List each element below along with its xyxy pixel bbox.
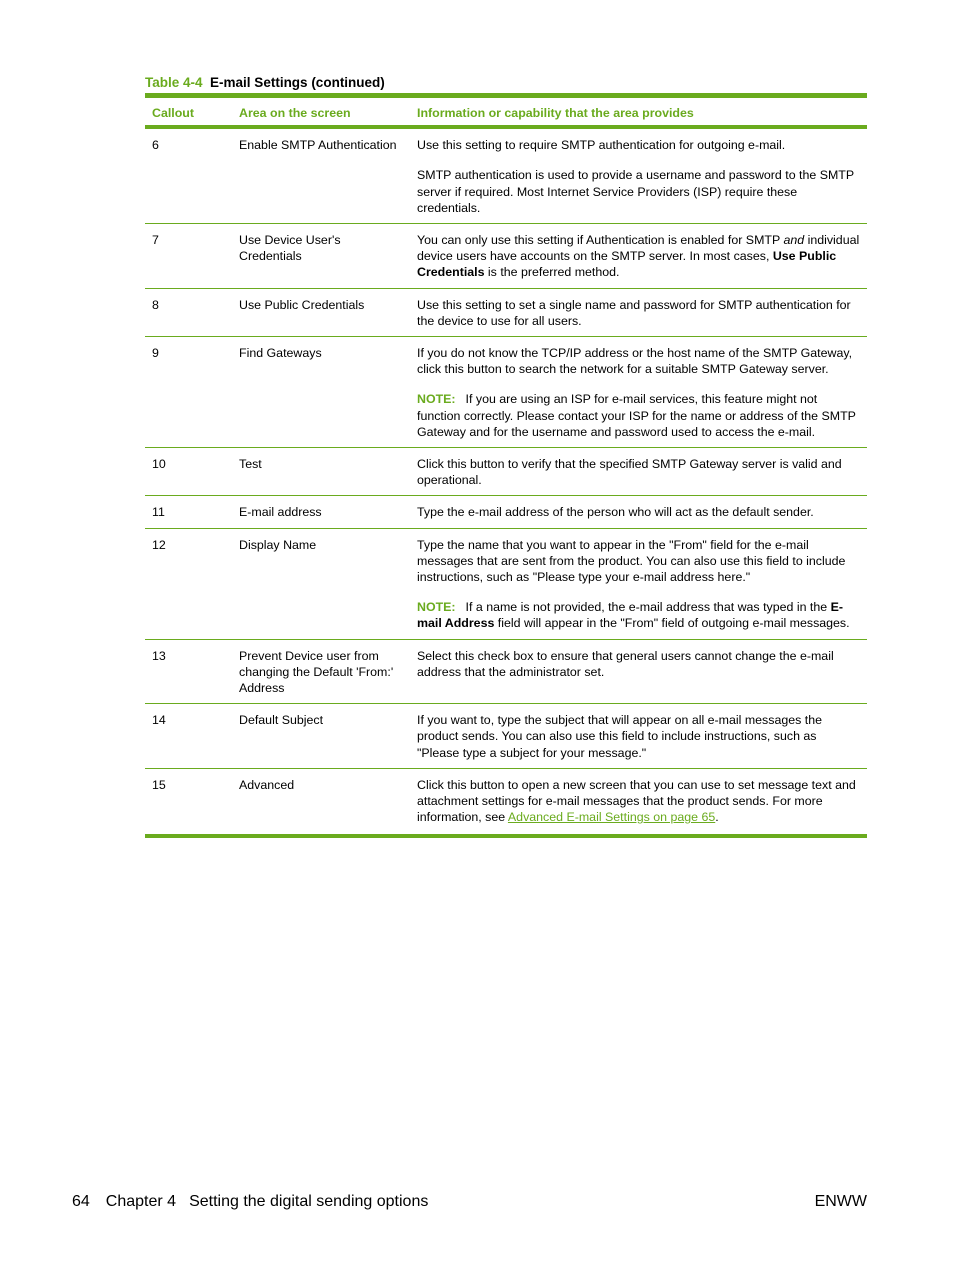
- callout-cell: 10: [145, 448, 232, 496]
- table-number: Table 4-4: [145, 75, 203, 90]
- table-row: [145, 448, 867, 496]
- area-cell: Display Name: [232, 528, 410, 639]
- table-row: [145, 528, 867, 639]
- callout-cell: 7: [145, 224, 232, 289]
- area-cell: Test: [232, 448, 410, 496]
- callout-cell: 9: [145, 337, 232, 448]
- callout-cell: 8: [145, 288, 232, 336]
- header-area: Area on the screen: [232, 96, 410, 128]
- area-cell: Enable SMTP Authentication: [232, 127, 410, 223]
- info-cell: [410, 528, 867, 639]
- page-footer: [72, 1192, 867, 1212]
- info-paragraph: If you do not know the TCP/IP address or the host name of the SMTP Gateway, click this button to search the network for a suitable SMTP Gateway server.: [417, 346, 853, 377]
- note-text: If you are using an ISP for e-mail services, this feature might not function correctly. Please contact your ISP for the name or address of the SMTP Gateway and for the username and password used to access the e-mail.: [417, 392, 856, 439]
- info-cell: [410, 224, 867, 289]
- note: [417, 391, 861, 440]
- table-row: [145, 127, 867, 223]
- table-caption: [145, 73, 867, 93]
- info-paragraph: Use this setting to set a single name and password for SMTP authentication for the device to use for all users.: [417, 297, 851, 328]
- callout-cell: 12: [145, 528, 232, 639]
- table-row: [145, 496, 867, 528]
- info-cell: [410, 639, 867, 704]
- table-row: [145, 224, 867, 289]
- chapter-title: Setting the digital sending options: [189, 1193, 429, 1210]
- table-row: [145, 639, 867, 704]
- italic-text: and: [783, 233, 805, 248]
- info-cell: [410, 704, 867, 769]
- info-paragraph: Select this check box to ensure that general users cannot change the e-mail address that the administrator set.: [417, 648, 834, 679]
- page-content: [145, 73, 867, 838]
- note-label: NOTE:: [417, 600, 456, 615]
- area-cell: E-mail address: [232, 496, 410, 528]
- text-run: You can only use this setting if Authentication is enabled for SMTP: [417, 233, 784, 248]
- info-paragraph: Click this button to verify that the specified SMTP Gateway server is valid and operational.: [417, 457, 842, 488]
- text-run: Click this button to open a new screen that you can use to set message text and attachment settings for e-mail messages that the product sends. For more information, see: [417, 777, 856, 825]
- email-settings-table: [145, 93, 867, 838]
- area-cell: Use Public Credentials: [232, 288, 410, 336]
- page-number: 64: [72, 1193, 90, 1210]
- callout-cell: 15: [145, 768, 232, 835]
- chapter-label: Chapter 4: [105, 1193, 177, 1210]
- bold-text: E-mail Address: [417, 600, 843, 631]
- note-label: NOTE:: [417, 392, 456, 407]
- info-cell: [410, 768, 867, 835]
- text-run: .: [715, 810, 719, 825]
- footer-enww: ENWW: [814, 1193, 867, 1210]
- info-cell: [410, 127, 867, 223]
- area-cell: Advanced: [232, 768, 410, 835]
- area-cell: Find Gateways: [232, 337, 410, 448]
- area-cell: Prevent Device user from changing the Default 'From:' Address: [232, 639, 410, 704]
- info-paragraph: If you want to, type the subject that will appear on all e-mail messages the product sends. You can also use this field to include instructions, such as "Please type a subject for your message.": [417, 713, 822, 760]
- callout-cell: 6: [145, 127, 232, 223]
- text-run: is the preferred method.: [484, 265, 620, 280]
- callout-cell: 14: [145, 704, 232, 769]
- area-cell: Use Device User's Credentials: [232, 224, 410, 289]
- info-cell: [410, 337, 867, 448]
- info-cell: [410, 448, 867, 496]
- note: [417, 599, 861, 631]
- callout-cell: 13: [145, 639, 232, 704]
- bold-text: Use Public Credentials: [417, 249, 837, 280]
- table-row: [145, 337, 867, 448]
- info-paragraph: Use this setting to require SMTP authentication for outgoing e-mail.: [417, 138, 786, 153]
- header-callout: Callout: [145, 96, 232, 128]
- table-title: E-mail Settings (continued): [210, 75, 385, 90]
- info-paragraph: SMTP authentication is used to provide a username and password to the SMTP server if required. Most Internet Service Providers (ISP) require these credentials.: [417, 168, 854, 215]
- note-text: If a name is not provided, the e-mail address that was typed in the: [465, 600, 831, 615]
- info-cell: [410, 496, 867, 528]
- note-text: field will appear in the "From" field of outgoing e-mail messages.: [494, 616, 850, 631]
- callout-cell: 11: [145, 496, 232, 528]
- advanced-email-settings-link[interactable]: Advanced E-mail Settings on page 65: [507, 810, 716, 825]
- header-information: Information or capability that the area provides: [410, 96, 867, 128]
- info-cell: [410, 288, 867, 336]
- text-run: individual device users have accounts on the SMTP server. In most cases,: [417, 233, 860, 264]
- table-row: [145, 704, 867, 769]
- info-paragraph: Type the name that you want to appear in the "From" field for the e-mail messages that are sent from the product. You can also use this field to include instructions, such as "Please type your e-mail address here.": [417, 537, 846, 585]
- table-row: [145, 288, 867, 336]
- area-cell: Default Subject: [232, 704, 410, 769]
- table-header-row: [145, 96, 867, 128]
- table-row: [145, 768, 867, 835]
- info-paragraph: [417, 232, 861, 281]
- info-paragraph: Type the e-mail address of the person who will act as the default sender.: [417, 505, 814, 520]
- info-paragraph: [417, 777, 861, 826]
